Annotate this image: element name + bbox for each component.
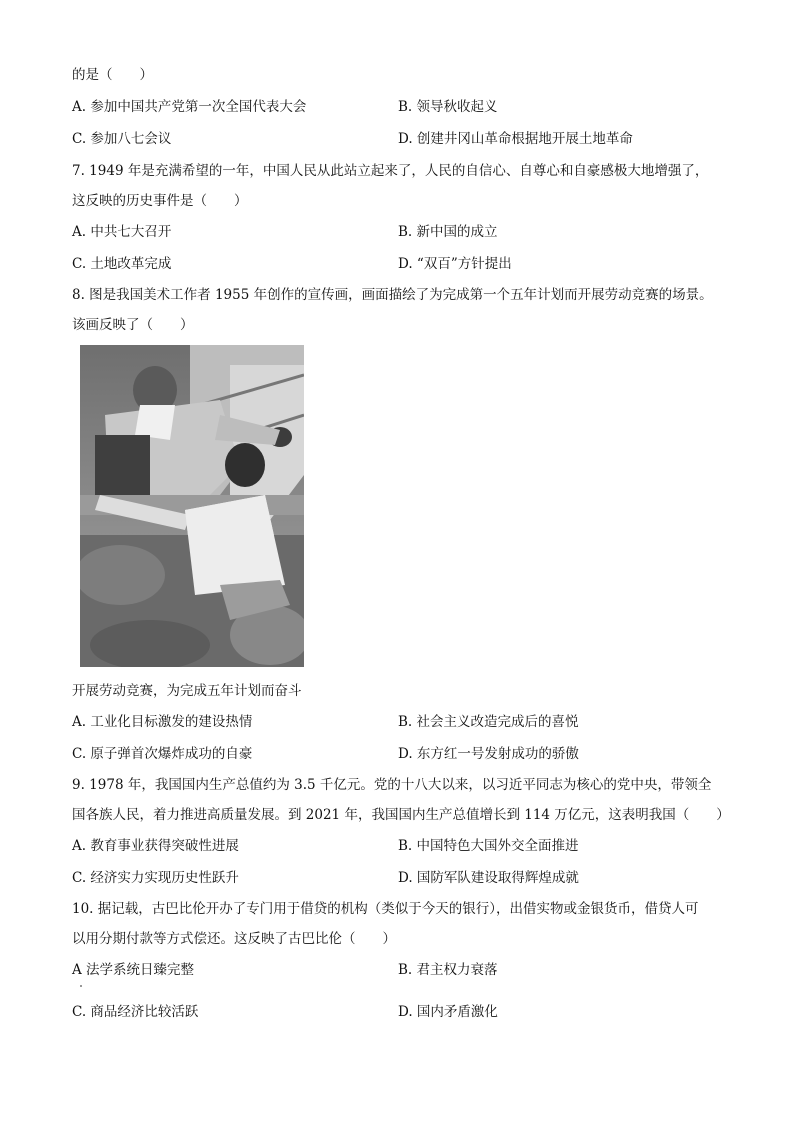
q8-image-caption: 开展劳动竞赛，为完成五年计划而奋斗 <box>72 683 302 699</box>
q10-stem-line2: 以用分期付款等方式偿还。这反映了古巴比伦（ ） <box>72 931 396 947</box>
q7-option-c: C. 土地改革完成 <box>72 256 172 272</box>
q10-option-a: A 法学系统日臻完整 <box>72 962 195 978</box>
q6-option-b: B. 领导秋收起义 <box>398 99 498 115</box>
q6-option-d: D. 创建井冈山革命根据地开展土地革命 <box>398 131 633 147</box>
q7-option-d: D. “双百”方针提出 <box>398 256 512 272</box>
q8-option-d: D. 东方红一号发射成功的骄傲 <box>398 746 579 762</box>
q7-option-a: A. 中共七大召开 <box>72 224 172 240</box>
q7-stem-line1: 7. 1949 年是充满希望的一年，中国人民从此站立起来了，人民的自信心、自尊心和自豪感极大地增强了， <box>72 163 709 179</box>
propaganda-poster-image <box>80 345 304 667</box>
q8-stem-line1: 8. 图是我国美术工作者 1955 年创作的宣传画，画面描绘了为完成第一个五年计划而开展劳动竞赛的场景。 <box>72 287 713 303</box>
q10-option-b: B. 君主权力衰落 <box>398 962 498 978</box>
q6-option-a: A. 参加中国共产党第一次全国代表大会 <box>72 99 307 115</box>
q6-stem-tail: 的是（ ） <box>72 67 153 83</box>
q9-stem-line2: 国各族人民，着力推进高质量发展。到 2021 年，我国国内生产总值增长到 114 万亿元，这表明我国（ ） <box>72 807 730 823</box>
q9-option-b: B. 中国特色大国外交全面推进 <box>398 838 579 854</box>
q9-option-c: C. 经济实力实现历史性跃升 <box>72 870 239 886</box>
q7-option-b: B. 新中国的成立 <box>398 224 498 240</box>
q7-stem-line2: 这反映的历史事件是（ ） <box>72 193 248 209</box>
q9-option-a: A. 教育事业获得突破性进展 <box>72 838 239 854</box>
q8-option-c: C. 原子弹首次爆炸成功的自豪 <box>72 746 253 762</box>
q10-stem-line1: 10. 据记载，古巴比伦开办了专门用于借贷的机构（类似于今天的银行），出借实物或金银货币，借贷人可 <box>72 901 699 917</box>
q8-option-a: A. 工业化目标激发的建设热情 <box>72 714 253 730</box>
q6-option-c: C. 参加八七会议 <box>72 131 172 147</box>
q8-option-b: B. 社会主义改造完成后的喜悦 <box>398 714 579 730</box>
q9-option-d: D. 国防军队建设取得辉煌成就 <box>398 870 579 886</box>
q8-stem-line2: 该画反映了（ ） <box>72 317 194 333</box>
q9-stem-line1: 9. 1978 年，我国国内生产总值约为 3.5 千亿元。党的十八大以来，以习近平同志为核心的党中央，带领全 <box>72 777 712 793</box>
q10-option-c: C. 商品经济比较活跃 <box>72 1004 199 1020</box>
q10-option-d: D. 国内矛盾激化 <box>398 1004 498 1020</box>
scan-speck <box>80 985 82 987</box>
